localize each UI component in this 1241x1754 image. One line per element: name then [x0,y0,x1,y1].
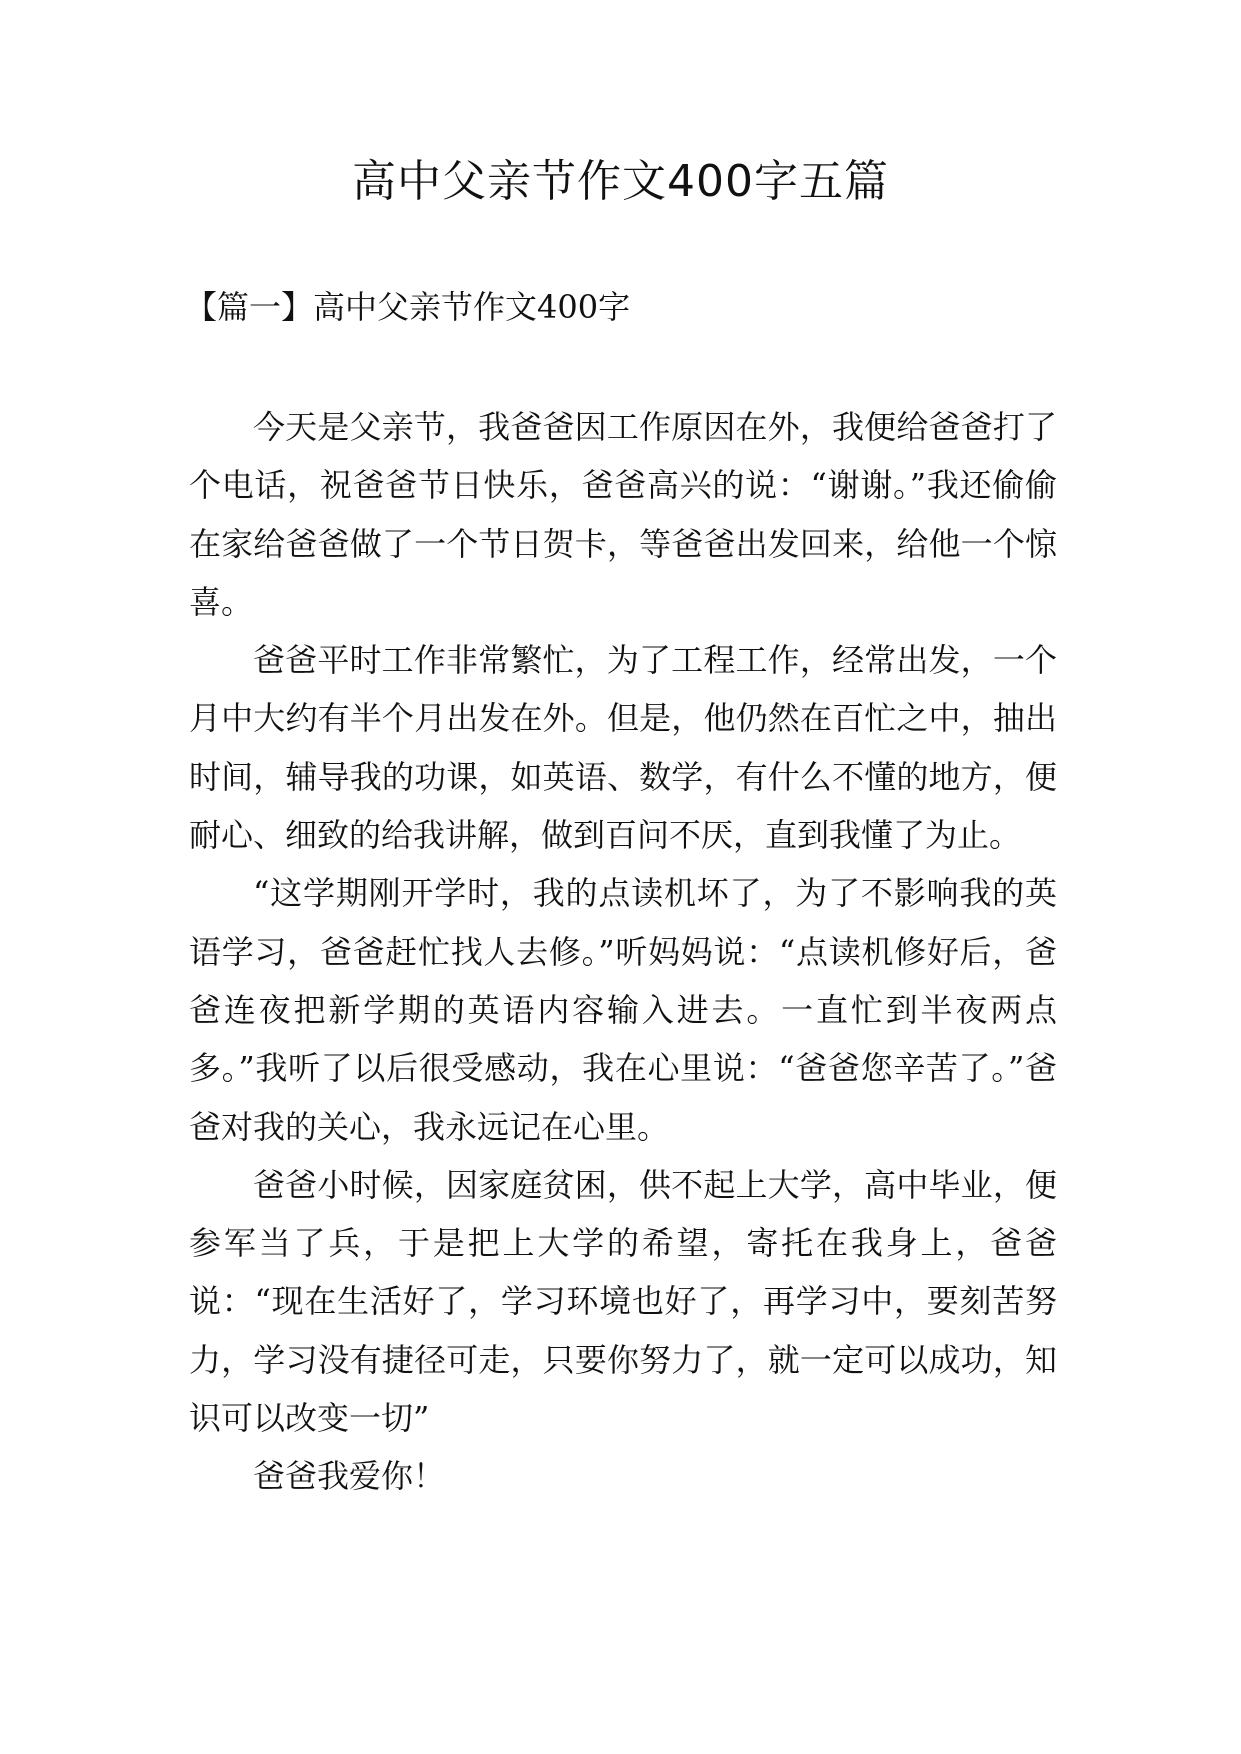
paragraph: 今天是父亲节，我爸爸因工作原因在外，我便给爸爸打了个电话，祝爸爸节日快乐，爸爸高兴的说：“谢谢。”我还偷偷在家给爸爸做了一个节日贺卡，等爸爸出发回来，给他一个惊喜。 [189,408,1057,621]
section-heading: 【篇一】高中父亲节作文400字 [185,288,631,326]
body-text [189,398,1057,1506]
paragraph: 爸爸小时候，因家庭贫困，供不起上大学，高中毕业，便参军当了兵，于是把上大学的希望，寄托在我身上，爸爸说：“现在生活好了，学习环境也好了，再学习中，要刻苦努力，学习没有捷径可走，只要你努力了，就一定可以成功，知识可以改变一切” [189,1165,1057,1438]
paragraph: “这学期刚开学时，我的点读机坏了，为了不影响我的英语学习，爸爸赶忙找人去修。”听妈妈说：“点读机修好后，爸爸连夜把新学期的英语内容输入进去。一直忙到半夜两点多。”我听了以后很受感动，我在心里说：“爸爸您辛苦了。”爸爸对我的关心，我永远记在心里。 [189,874,1057,1146]
paragraph: 爸爸我爱你！ [253,1457,446,1496]
document-title: 高中父亲节作文400字五篇 [352,156,889,207]
paragraph: 爸爸平时工作非常繁忙，为了工程工作，经常出发，一个月中大约有半个月出发在外。但是，他仍然在百忙之中，抽出时间，辅导我的功课，如英语、数学，有什么不懂的地方，便耐心、细致的给我讲解，做到百问不厌，直到我懂了为止。 [189,641,1057,855]
